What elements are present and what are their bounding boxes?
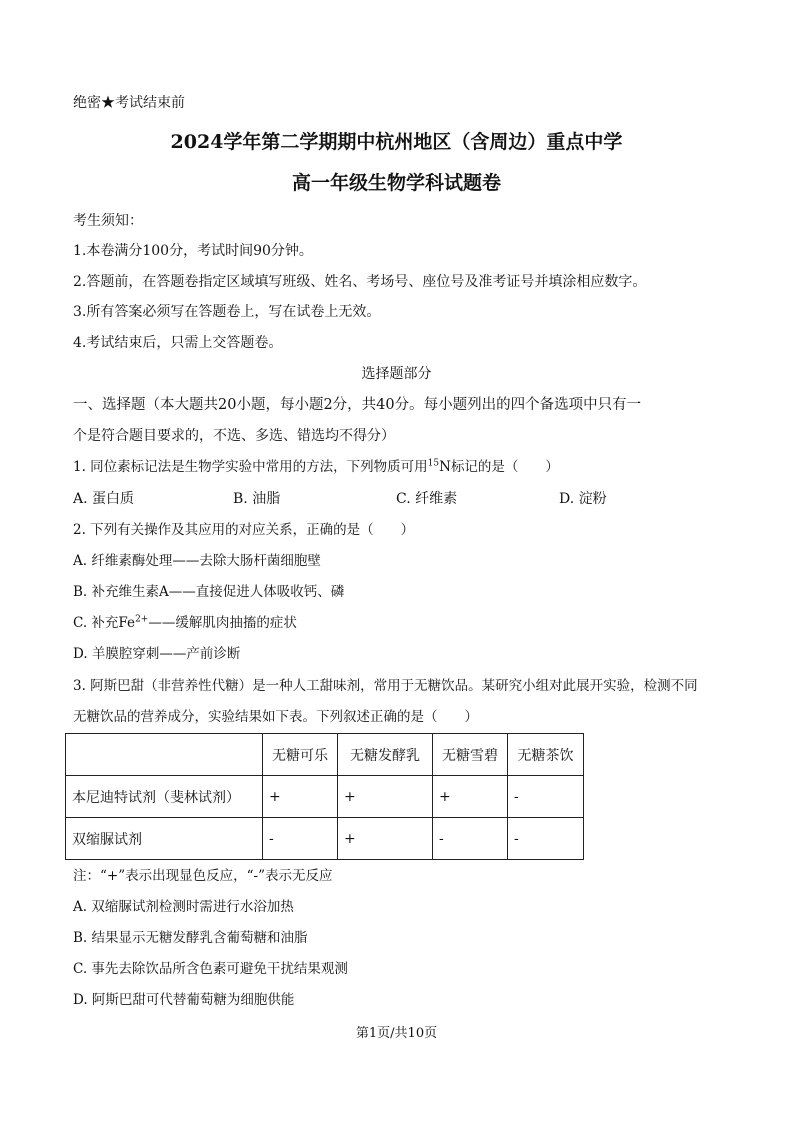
- q1-option-b[interactable]: B. 油脂: [233, 491, 281, 507]
- notice-heading: 考生须知：: [73, 213, 143, 229]
- q3-option-d[interactable]: D. 阿斯巴甜可代替葡萄糖为细胞供能: [73, 992, 295, 1008]
- q3-option-c[interactable]: C. 事先去除饮品所含色素可避免干扰结果观测: [73, 961, 348, 977]
- table-cell: +: [263, 776, 338, 818]
- table-cell: +: [338, 818, 433, 860]
- exam-subtitle: 高一年级生物学科试题卷: [291, 172, 501, 194]
- notice-item-3: 3.所有答案必须写在答题卷上，写在试卷上无效。: [73, 304, 381, 320]
- table-header-cell: 无糖可乐: [263, 734, 338, 776]
- q3-option-b[interactable]: B. 结果显示无糖发酵乳含葡萄糖和油脂: [73, 930, 308, 946]
- q3-stem-line-1: 3. 阿斯巴甜（非营养性代糖）是一种人工甜味剂，常用于无糖饮品。某研究小组对此展开实验，检测不同: [73, 678, 698, 694]
- table-cell: -: [433, 818, 508, 860]
- q1-option-c[interactable]: C. 纤维素: [396, 491, 458, 507]
- table-cell: -: [263, 818, 338, 860]
- table-row-label: 双缩脲试剂: [66, 818, 263, 860]
- q2-option-c[interactable]: C. 补充$Fe^{2+}——$缓解肌肉抽搐的症状: [73, 614, 297, 631]
- q1-option-d[interactable]: D. 淀粉: [559, 491, 607, 507]
- part-title: 选择题部分: [361, 366, 432, 382]
- q2-option-d[interactable]: D. 羊膜腔穿刺——产前诊断: [73, 646, 241, 662]
- table-header-row: [66, 734, 584, 776]
- table-note: 注：“+”表示出现显色反应，“-”表示无反应: [73, 868, 333, 884]
- notice-item-1: 1.本卷满分100分，考试时间90分钟。: [73, 243, 313, 259]
- nutrition-table: [65, 733, 584, 860]
- q2-stem: 2. 下列有关操作及其应用的对应关系，正确的是（ ）: [73, 522, 415, 538]
- q2-option-b[interactable]: B. 补充维生素A——直接促进人体吸收钙、磷: [73, 584, 345, 600]
- table-header-cell: 无糖发酵乳: [338, 734, 433, 776]
- table-cell: +: [433, 776, 508, 818]
- q3-stem-line-2: 无糖饮品的营养成分，实验结果如下表。下列叙述正确的是（ ）: [73, 709, 478, 725]
- table-cell: -: [508, 776, 584, 818]
- table-header-cell: 无糖茶饮: [508, 734, 584, 776]
- confidential-label: 绝密★考试结束前: [73, 95, 185, 111]
- table-header-cell: 无糖雪碧: [433, 734, 508, 776]
- table-row: [66, 818, 584, 860]
- table-cell: +: [338, 776, 433, 818]
- page-number: 第1页/共10页: [355, 1026, 438, 1041]
- q1-option-a[interactable]: A. 蛋白质: [73, 491, 135, 507]
- table-header-cell: [66, 734, 263, 776]
- notice-item-2: 2.答题前，在答题卷指定区域填写班级、姓名、考场号、座位号及准考证号并填涂相应数字。: [73, 274, 647, 290]
- notice-item-4: 4.考试结束后，只需上交答题卷。: [73, 335, 283, 351]
- section-instruction-line-2: 个是符合题目要求的，不选、多选、错选均不得分）: [73, 428, 395, 444]
- table-row-label: 本尼迪特试剂（斐林试剂）: [66, 776, 263, 818]
- section-instruction-line-1: 一、选择题（本大题共20小题，每小题2分，共40分。每小题列出的四个备选项中只有一: [73, 397, 642, 413]
- q3-option-a[interactable]: A. 双缩脲试剂检测时需进行水浴加热: [73, 899, 294, 915]
- table-cell: -: [508, 818, 584, 860]
- q1-stem: 1. 同位素标记法是生物学实验中常用的方法，下列物质可用$^{15}$N标记的是（ ）: [73, 458, 559, 475]
- q2-option-a[interactable]: A. 纤维素酶处理——去除大肠杆菌细胞壁: [73, 553, 321, 569]
- exam-title: 2024学年第二学期期中杭州地区（含周边）重点中学: [170, 131, 623, 153]
- table-row: [66, 776, 584, 818]
